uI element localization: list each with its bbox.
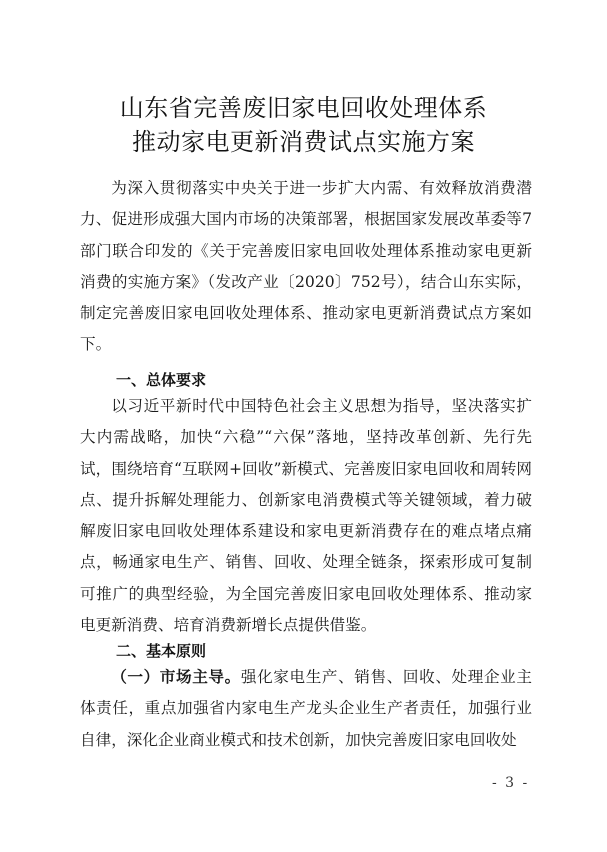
document-title-line1: 山东省完善废旧家电回收处理体系 — [119, 94, 488, 122]
intro-paragraph: 为深入贯彻落实中央关于进一步扩大内需、有效释放消费潜力、促进形成强大国内市场的决策部署，根据国家发展改革委等7部门联合印发的《关于完善废旧家电回收处理体系推动家电更新消费的实施方案》（发改产业〔2020〕752号），结合山东实际，制定完善废旧家电回收处理体系、推动家电更新消费试点方案如下。 — [80, 179, 532, 354]
section1-paragraph: 以习近平新时代中国特色社会主义思想为指导，坚决落实扩大内需战略，加快“六稳”“六保”落地，坚持改革创新、先行先试，围绕培育“互联网+回收”新模式、完善废旧家电回收和周转网点、提升拆解处理能力、创新家电消费模式等关键领域，着力破解废旧家电回收处理体系建设和家电更新消费存在的难点堵点痛点，畅通家电生产、销售、回收、处理全链条，探索形成可复制可推广的典型经验，为全国完善废旧家电回收处理体系、推动家电更新消费、培育消费新增长点提供借鉴。 — [80, 397, 532, 635]
principle1-lead: （一）市场主导。 — [111, 668, 241, 686]
principle1-paragraph — [80, 662, 532, 756]
section-heading-general-requirements: 一、总体要求 — [116, 371, 207, 389]
section-heading-basic-principles: 二、基本原则 — [116, 642, 207, 660]
principle1-body: 强化家电生产、销售、回收、处理企业主体责任，重点加强省内家电生产龙头企业生产者责任，加强行业自律，深化企业商业模式和技术创新，加快完善废旧家电回收处 — [80, 668, 532, 749]
document-title-line2: 推动家电更新消费试点实施方案 — [132, 128, 475, 156]
page-number: - 3 - — [492, 775, 530, 791]
